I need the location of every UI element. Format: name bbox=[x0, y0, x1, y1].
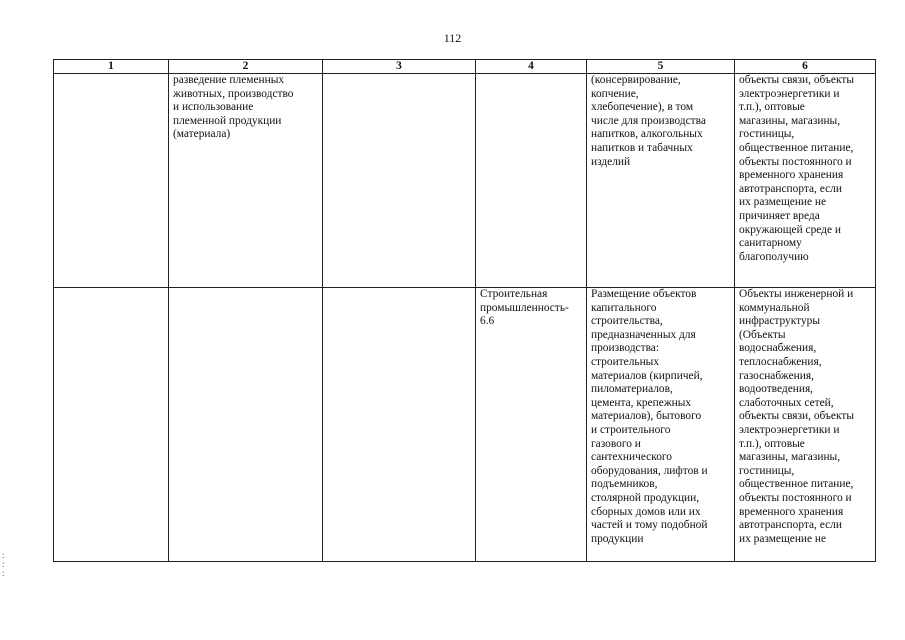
cell-text-line: водоотведения, bbox=[739, 383, 814, 396]
column-header-4: 4 bbox=[476, 60, 587, 74]
cell-text-line: Строительная bbox=[480, 288, 548, 300]
cell-col3 bbox=[323, 74, 476, 288]
cell-text-line: коммунальной bbox=[739, 301, 810, 314]
cell-text-line: электроэнергетики и bbox=[739, 423, 840, 436]
cell-text-line: материалов (кирпичей, bbox=[591, 369, 703, 382]
table-row bbox=[54, 288, 876, 562]
cell-col5 bbox=[587, 288, 735, 562]
cell-text-line: временного хранения bbox=[739, 505, 844, 518]
cell-text-line: причиняет вреда bbox=[739, 209, 820, 222]
cell-text-line: их размещение не bbox=[739, 196, 827, 209]
cell-text-line: автотранспорта, если bbox=[739, 182, 842, 195]
cell-text-line: (материала) bbox=[173, 128, 231, 141]
cell-text-line: оборудования, лифтов и bbox=[591, 464, 708, 477]
cell-text-line: их размещение не bbox=[739, 532, 827, 545]
cell-text-line: и использование bbox=[173, 101, 254, 114]
cell-text-line: столярной продукции, bbox=[591, 491, 700, 504]
cell-col6 bbox=[735, 74, 876, 288]
cell-text-line: материалов), бытового bbox=[591, 410, 702, 423]
cell-text-line: теплоснабжения, bbox=[739, 355, 822, 368]
cell-text-line: санитарному bbox=[739, 237, 802, 250]
cell-text-line: магазины, магазины, bbox=[739, 451, 841, 464]
cell-text-line: сборных домов или их bbox=[591, 505, 701, 518]
table-header-row bbox=[54, 60, 876, 74]
cell-text-line: хлебопечение), в том bbox=[591, 101, 694, 114]
cell-text-line: инфраструктуры bbox=[739, 315, 820, 328]
cell-text-line: газового и bbox=[591, 437, 641, 450]
cell-text-line: строительства, bbox=[591, 315, 663, 328]
cell-col5 bbox=[587, 74, 735, 288]
cell-text-line: Размещение объектов bbox=[591, 288, 697, 300]
cell-text-line: напитков, алкогольных bbox=[591, 128, 703, 141]
cell-text-line: племенной продукции bbox=[173, 114, 282, 127]
cell-text-line: частей и тому подобной bbox=[591, 519, 708, 532]
column-header-1: 1 bbox=[54, 60, 169, 74]
cell-col1 bbox=[54, 74, 169, 288]
cell-text-line: капитального bbox=[591, 301, 657, 314]
cell-text-line: автотранспорта, если bbox=[739, 519, 842, 532]
column-header-3: 3 bbox=[323, 60, 476, 74]
cell-text-line: животных, производство bbox=[173, 87, 294, 100]
cell-text-line: объекты связи, объекты bbox=[739, 74, 854, 86]
cell-text-line: числе для производства bbox=[591, 114, 706, 127]
cell-text-line: промышленность- bbox=[480, 301, 569, 314]
cell-text-line: разведение племенных bbox=[173, 74, 285, 86]
cell-text-line: благополучию bbox=[739, 250, 809, 263]
scan-edge-marks: : : : bbox=[2, 550, 5, 578]
cell-text-line: окружающей среде и bbox=[739, 223, 841, 236]
page-number: 112 bbox=[443, 31, 462, 45]
cell-text-line: копчение, bbox=[591, 87, 639, 100]
cell-text-line: сантехнического bbox=[591, 451, 672, 464]
cell-text-line: производства: bbox=[591, 342, 660, 355]
cell-text-line: гостиницы, bbox=[739, 128, 795, 141]
cell-text-line: подъемников, bbox=[591, 478, 658, 491]
land-use-table bbox=[53, 59, 876, 562]
cell-col3 bbox=[323, 288, 476, 562]
cell-text-line: общественное питание, bbox=[739, 478, 854, 491]
cell-text-line: цемента, крепежных bbox=[591, 396, 692, 409]
cell-col2 bbox=[169, 288, 323, 562]
cell-text-line: (Объекты bbox=[739, 328, 786, 341]
cell-col6 bbox=[735, 288, 876, 562]
cell-text-line: Объекты инженерной и bbox=[739, 288, 854, 300]
cell-text-line: объекты связи, объекты bbox=[739, 410, 854, 423]
cell-text-line: напитков и табачных bbox=[591, 141, 693, 154]
cell-text-line: изделий bbox=[591, 155, 631, 168]
cell-text-line: общественное питание, bbox=[739, 141, 854, 154]
cell-text-line: слаботочных сетей, bbox=[739, 396, 834, 409]
cell-text-line: 6.6 bbox=[480, 315, 495, 328]
cell-text-line: временного хранения bbox=[739, 169, 844, 182]
cell-text-line: и строительного bbox=[591, 423, 671, 436]
cell-text-line: т.п.), оптовые bbox=[739, 101, 805, 114]
cell-text-line: водоснабжения, bbox=[739, 342, 817, 355]
cell-col1 bbox=[54, 288, 169, 562]
column-header-6: 6 bbox=[735, 60, 876, 74]
column-header-2: 2 bbox=[169, 60, 323, 74]
cell-col4 bbox=[476, 288, 587, 562]
cell-text-line: газоснабжения, bbox=[739, 369, 814, 382]
cell-text-line: предназначенных для bbox=[591, 328, 696, 341]
cell-col2 bbox=[169, 74, 323, 288]
cell-text-line: т.п.), оптовые bbox=[739, 437, 805, 450]
column-header-5: 5 bbox=[587, 60, 735, 74]
cell-text-line: объекты постоянного и bbox=[739, 155, 852, 168]
cell-text-line: (консервирование, bbox=[591, 74, 681, 86]
table-row bbox=[54, 74, 876, 288]
cell-text-line: строительных bbox=[591, 355, 660, 368]
cell-text-line: магазины, магазины, bbox=[739, 114, 841, 127]
cell-text-line: гостиницы, bbox=[739, 464, 795, 477]
cell-text-line: объекты постоянного и bbox=[739, 491, 852, 504]
cell-text-line: электроэнергетики и bbox=[739, 87, 840, 100]
cell-col4 bbox=[476, 74, 587, 288]
cell-text-line: пиломатериалов, bbox=[591, 383, 673, 396]
cell-text-line: продукции bbox=[591, 532, 644, 545]
